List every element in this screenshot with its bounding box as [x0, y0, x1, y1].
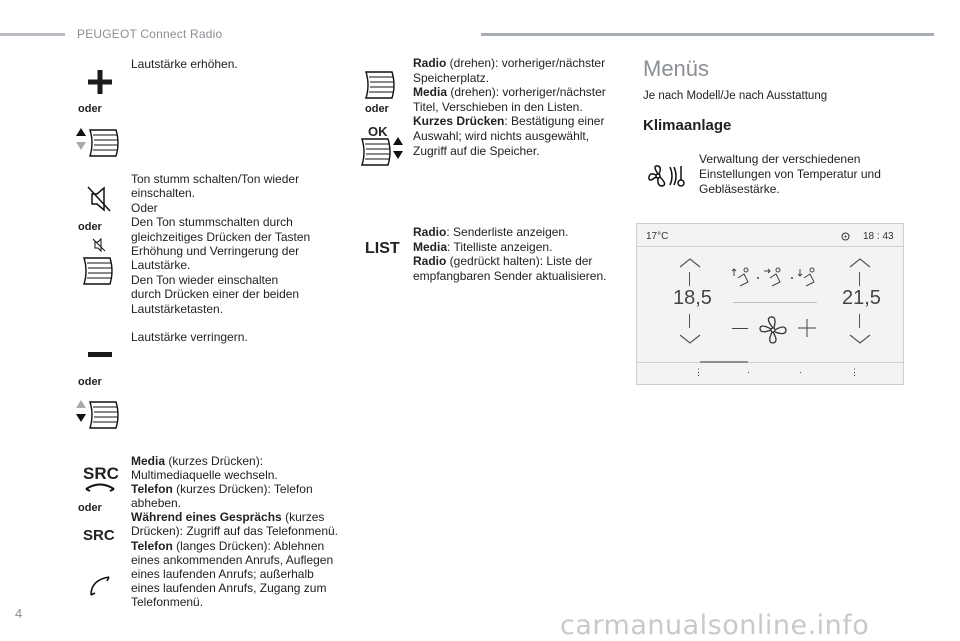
- header-rule-left: [0, 33, 65, 36]
- oder-label: oder: [78, 103, 102, 115]
- header-title: PEUGEOT Connect Radio: [77, 27, 223, 41]
- rotary-knob-icon: [364, 70, 400, 100]
- phone-icon: [88, 574, 112, 598]
- oder-label: oder: [78, 502, 102, 514]
- right-temp: 21,5: [842, 287, 881, 309]
- slider-track: [733, 302, 817, 303]
- oder-label: oder: [365, 103, 389, 115]
- temp-tick: [859, 272, 860, 286]
- minus-icon: [88, 352, 112, 358]
- fan-plus-button[interactable]: [798, 319, 816, 337]
- active-tab-indicator: [700, 361, 748, 363]
- temp-up-left-button[interactable]: [679, 258, 701, 268]
- airflow-icon[interactable]: [730, 266, 822, 288]
- tab-divider: [637, 362, 903, 363]
- rotary-knob-ok-icon: [360, 137, 408, 167]
- klima-heading: Klimaanlage: [643, 117, 732, 134]
- temp-tick: [689, 272, 690, 286]
- rotary-knob-icon: [82, 256, 118, 286]
- header-rule-right: [481, 33, 934, 36]
- climate-screen: [636, 223, 904, 385]
- menus-heading: Menüs: [643, 56, 710, 81]
- oder-label: oder: [78, 221, 102, 233]
- tab-dot[interactable]: ·: [747, 367, 750, 377]
- temp-down-left-button[interactable]: [679, 334, 701, 344]
- mute-icon: [86, 185, 112, 213]
- gps-icon: [841, 232, 850, 241]
- left-temp: 18,5: [673, 287, 712, 309]
- clock: 18 : 43: [863, 231, 894, 242]
- menus-subtitle: Je nach Modell/Je nach Ausstattung: [643, 90, 828, 102]
- climate-icon: [648, 163, 688, 189]
- tab-dot[interactable]: ·: [799, 367, 802, 377]
- mute-small-icon: [93, 238, 105, 252]
- outside-temp: 17°C: [646, 231, 669, 242]
- mute-text: Ton stumm schalten/Ton wieder einschalten. Oder Den Ton stummschalten durch gleichzeitiges Drücken der Tasten Erhöhung und Verringerung der Lautstärke. Den Ton wieder einschalten durch Drücken einer der beiden Lautstärketasten.: [131, 172, 311, 316]
- rotary-knob-up-icon: [78, 128, 124, 158]
- phone-hangup-icon: [84, 482, 116, 492]
- tab-menu-left[interactable]: ⋮: [694, 367, 703, 377]
- temp-tick: [859, 314, 860, 328]
- src-key-label-2: SRC: [83, 527, 115, 544]
- watermark: carmanualsonline.info: [560, 610, 870, 641]
- screen-divider: [637, 246, 903, 247]
- klima-text: Verwaltung der verschiedenen Einstellungen von Temperatur und Gebläsestärke.: [699, 152, 881, 196]
- media-text: Media (kurzes Drücken): Multimediaquelle wechseln. Telefon (kurzes Drücken): Telefon abheben. Während eines Gesprächs (kurzes Drücken): Zugriff auf das Telefonmenü. Telefon (langes Drücken): Ablehnen eines ankommenden Anrufs, Auflegen eines laufenden Anrufs; außerhalb eines laufenden Anrufs, Zugang zum Telefonmenü.: [131, 454, 338, 609]
- vol-up-text: Lautstärke erhöhen.: [131, 57, 238, 71]
- fan-minus-button[interactable]: [732, 328, 748, 329]
- rotary-knob-down-icon: [78, 400, 124, 430]
- list-key-label: LIST: [365, 240, 400, 257]
- plus-icon: [88, 70, 112, 94]
- temp-up-right-button[interactable]: [849, 258, 871, 268]
- page-number: 4: [15, 606, 23, 621]
- vol-down-text: Lautstärke verringern.: [131, 330, 248, 344]
- tab-menu-right[interactable]: ⋮: [850, 367, 859, 377]
- temp-down-right-button[interactable]: [849, 334, 871, 344]
- radio-text: Radio (drehen): vorheriger/nächster Speicherplatz. Media (drehen): vorheriger/nächster Titel, Verschieben in den Listen. Kurzes Drücken: Bestätigung einer Auswahl; wird nichts ausgewählt, Zugriff auf die Speicher.: [413, 56, 606, 158]
- fan-icon: [759, 316, 787, 344]
- src-key-label: SRC: [83, 464, 119, 483]
- list-text: Radio: Senderliste anzeigen. Media: Titelliste anzeigen. Radio (gedrückt halten): Liste der empfangbaren Sender aktualisieren.: [413, 225, 607, 283]
- temp-tick: [689, 314, 690, 328]
- ok-key-label: OK: [368, 124, 388, 139]
- oder-label: oder: [78, 376, 102, 388]
